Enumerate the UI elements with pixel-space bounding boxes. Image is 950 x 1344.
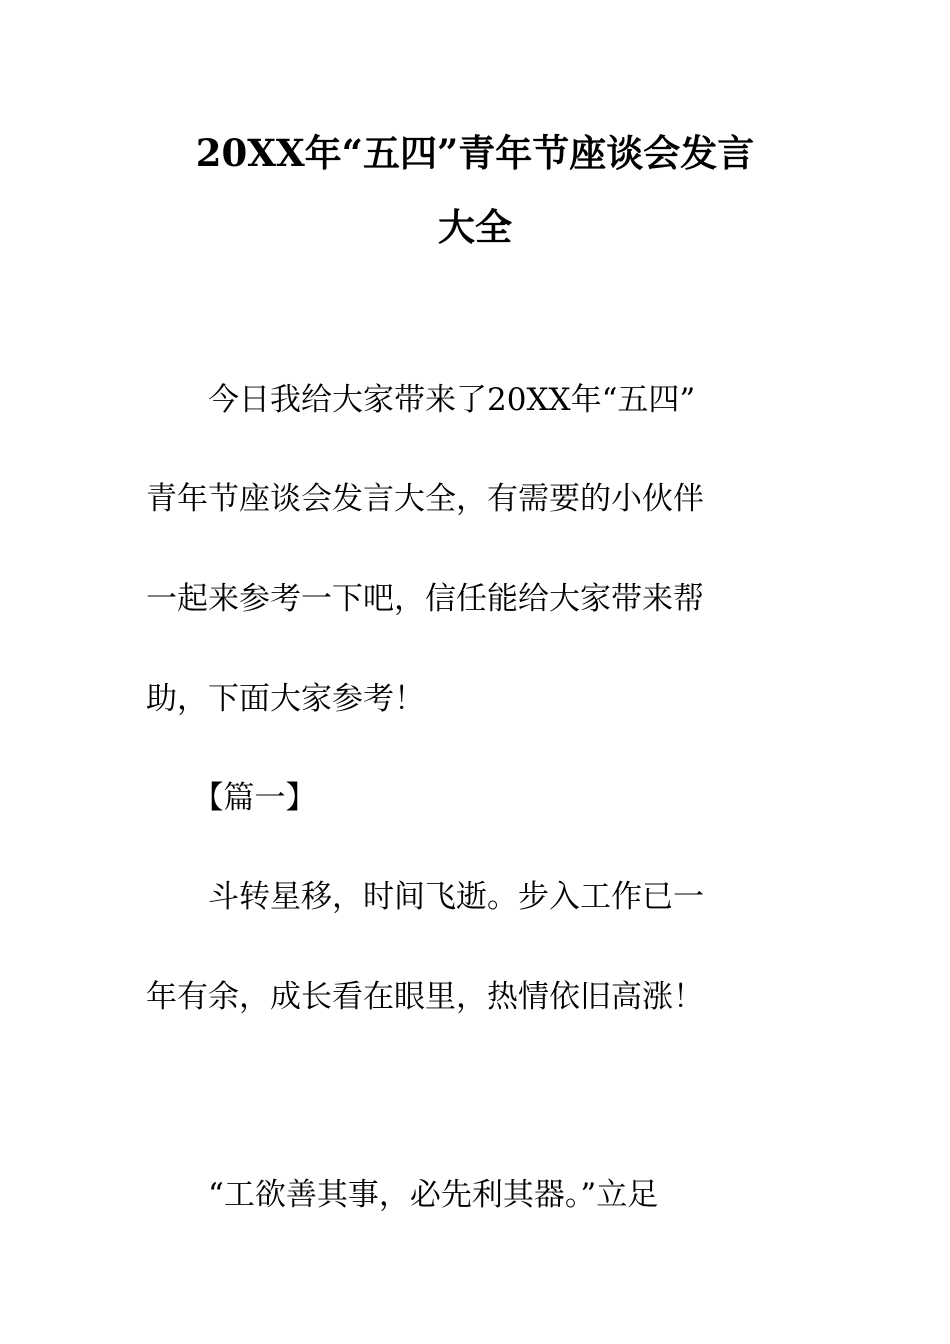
paragraph-line: 青年节座谈会发言大全，有需要的小伙伴 [146, 481, 704, 517]
paragraph-line: 一起来参考一下吧，信任能给大家带来帮 [146, 581, 704, 617]
document-title-line-1: 20XX年“五四”青年节座谈会发言 [195, 131, 755, 175]
paragraph-line: “工欲善其事，必先利其器。”立足 [146, 1177, 659, 1213]
section-heading: 【篇一】 [146, 780, 317, 816]
paragraph-line: 助，下面大家参考！ [146, 681, 425, 717]
paragraph-line: 斗转星移，时间飞逝。步入工作已一 [146, 879, 704, 915]
paragraph-line: 今日我给大家带来了20XX年“五四” [146, 382, 696, 418]
paragraph-line: 年有余，成长看在眼里，热情依旧高涨！ [146, 979, 704, 1015]
document-title-line-2: 大全 [438, 205, 512, 249]
